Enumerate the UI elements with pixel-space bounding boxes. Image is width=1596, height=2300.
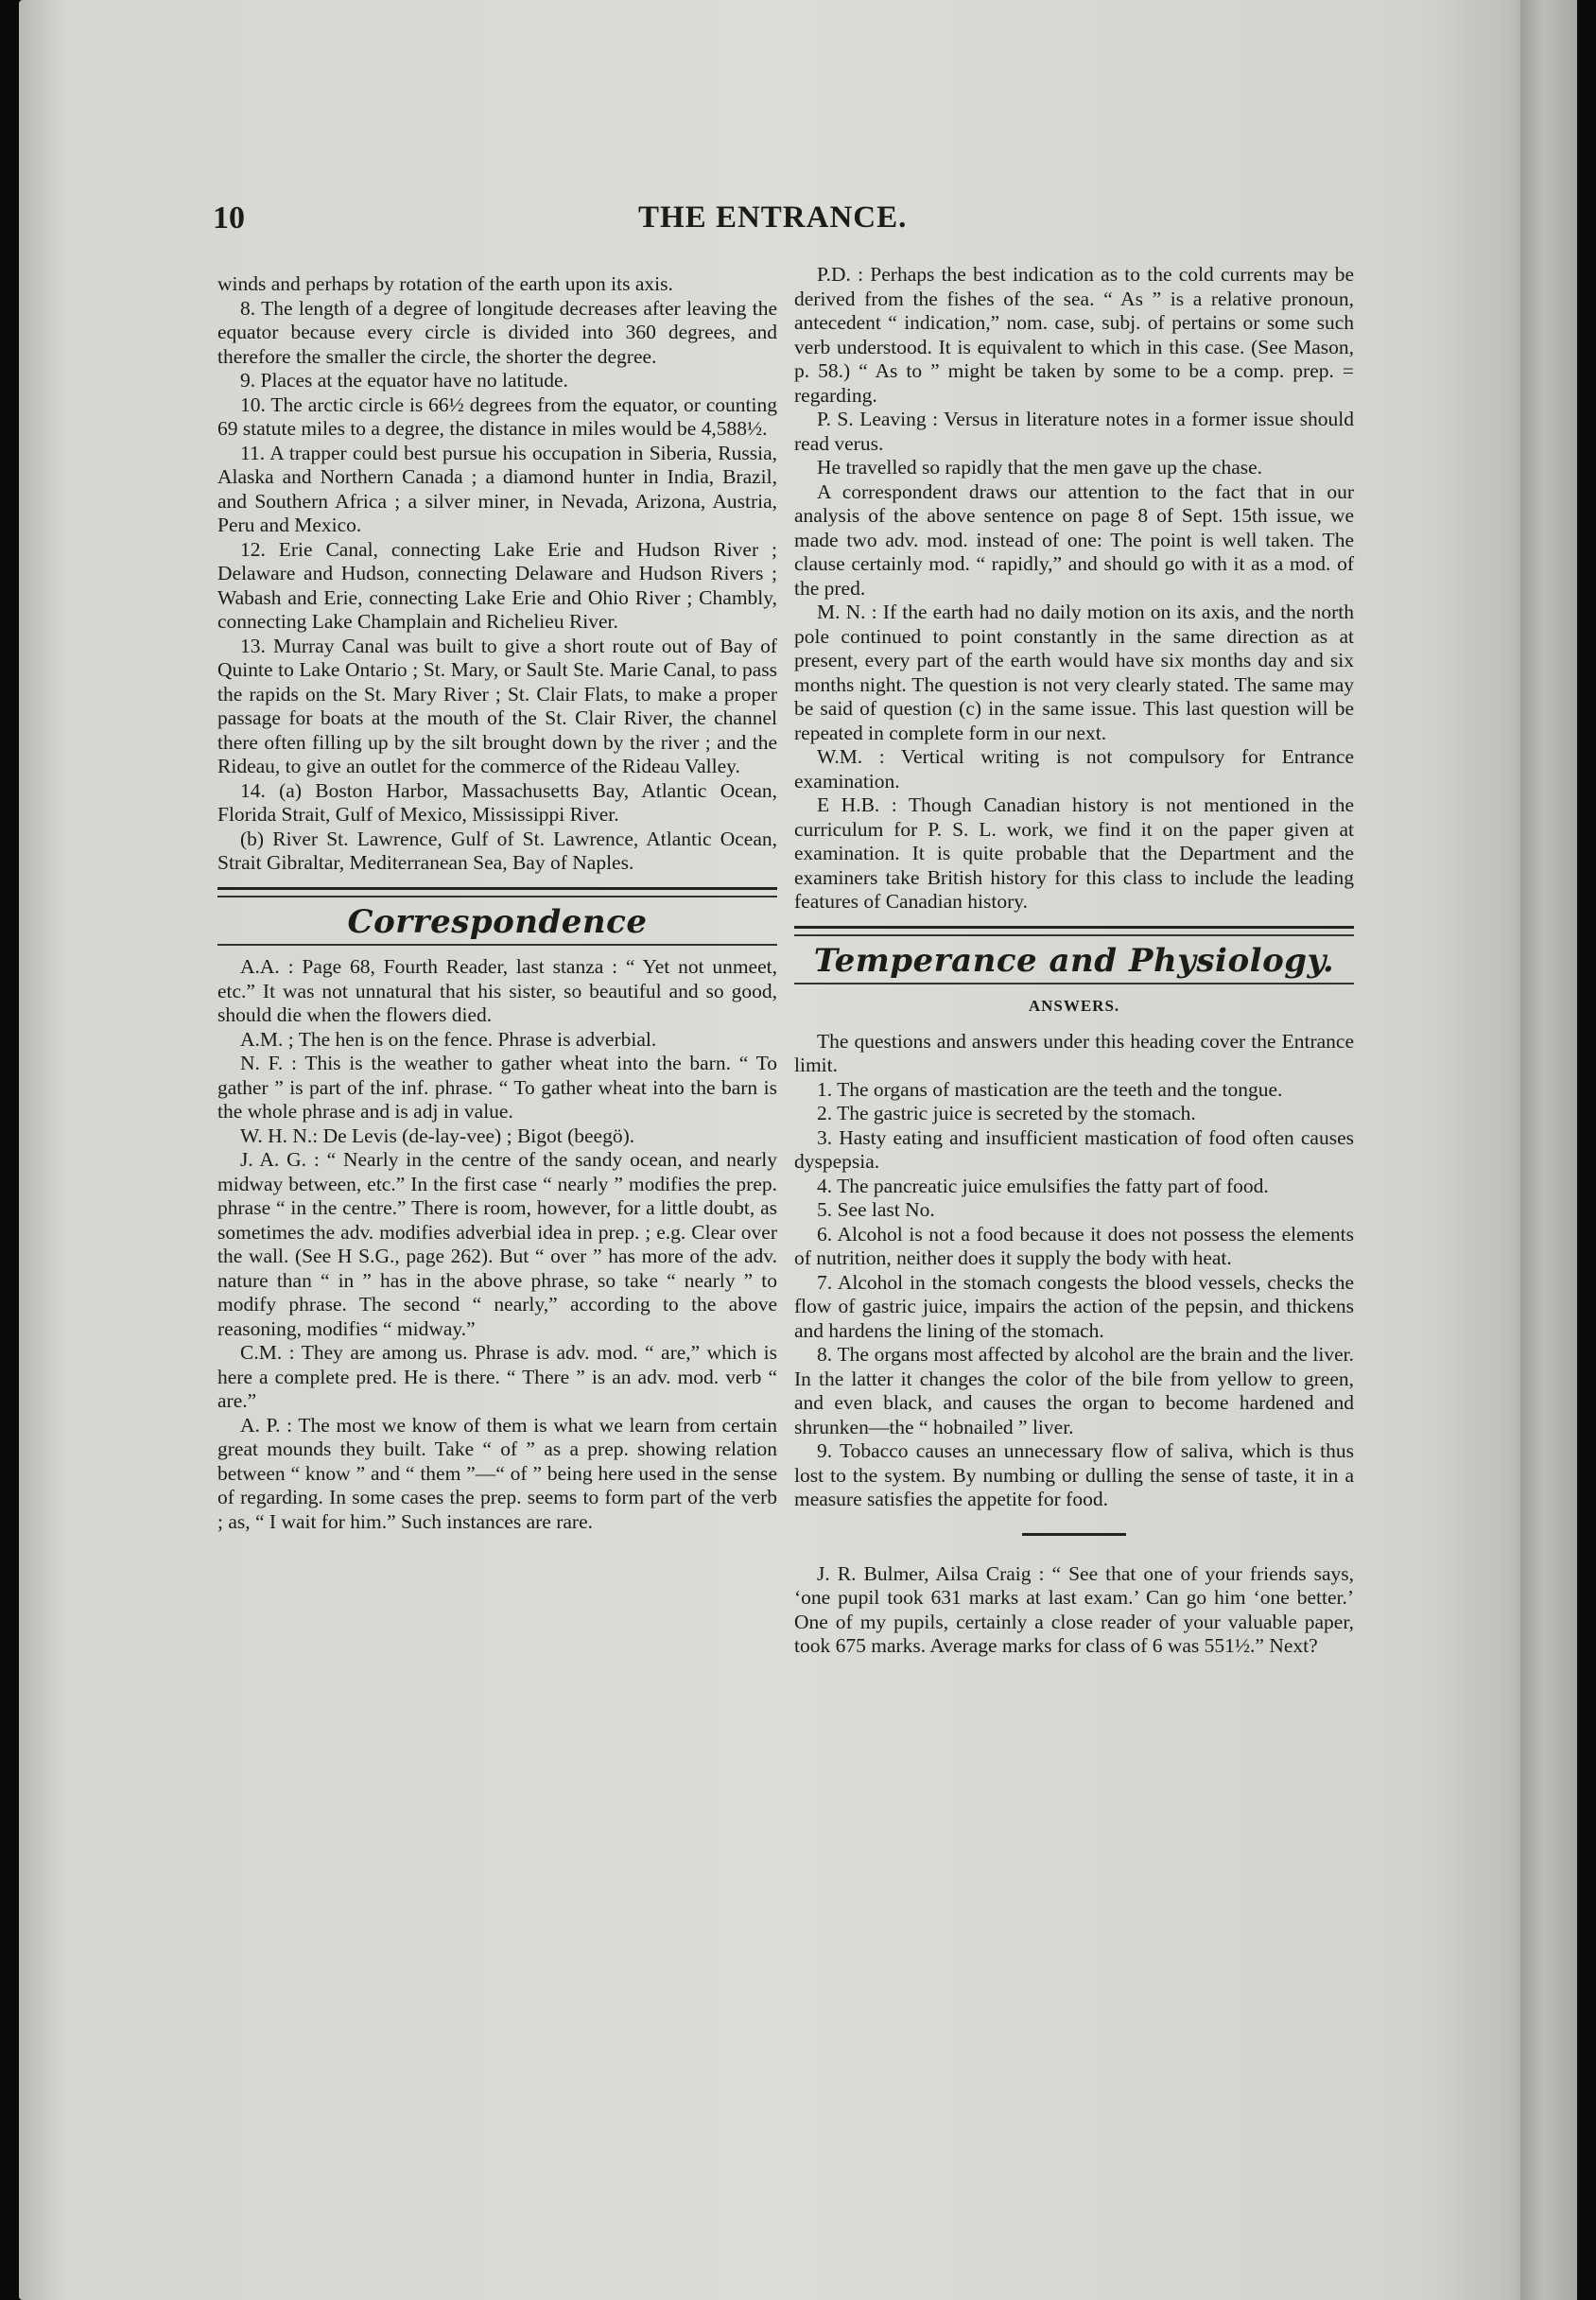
paragraph: E H.B. : Though Canadian history is not mentioned in the curriculum for P. S. L. work, we find it on the paper given at examination. It is quite probable that the Department and the examiners take British history for this class to include the leading features of Canadian history. (794, 793, 1354, 913)
paragraph: W.M. : Vertical writing is not compulsory for Entrance examination. (794, 745, 1354, 793)
paragraph: 14. (a) Boston Harbor, Massachusetts Bay, Atlantic Ocean, Florida Strait, Gulf of Mexico, Mississippi River. (217, 778, 777, 826)
temperance-heading: Temperance and Physiology. (813, 941, 1335, 980)
answer-item: 3. Hasty eating and insufficient mastication of food often causes dyspepsia. (794, 1125, 1354, 1173)
answer-item: 8. The organs most affected by alcohol are the brain and the liver. In the latter it changes the color of the bile from yellow to green, and even black, and causes the organ to become hardened and shrunken—the “ hobnailed ” liver. (794, 1343, 1354, 1438)
letter-item: A. P. : The most we know of them is what we learn from certain great mounds they built. Take “ of ” as a prep. showing relation between “ know ” and “ them ”—“ of ” being here used in the sense of regarding. In some cases the prep. seems to form part of the verb ; as, “ I wait for him.” Such instances are rare. (217, 1413, 777, 1533)
page-number: 10 (213, 200, 245, 235)
section-divider (217, 887, 777, 897)
left-column (217, 272, 777, 1534)
answer-item: 4. The pancreatic juice emulsifies the fatty part of food. (817, 1174, 1269, 1197)
right-column (794, 263, 1354, 1659)
correspondence-heading: Correspondence (347, 902, 648, 941)
paragraph: A correspondent draws our attention to the fact that in our analysis of the above sentence on page 8 of Sept. 15th issue, we made two adv. mod. instead of one: The point is well taken. The clause certainly mod. “ rapidly,” and should go with it as a mod. of the pred. (794, 479, 1354, 600)
paragraph: 10. The arctic circle is 66½ degrees from the equator, or counting 69 statute miles to a degree, the distance in miles would be 4,588½. (217, 392, 777, 440)
paragraph: 8. The length of a degree of longitude decreases after leaving the equator because every circle is divided into 360 degrees, and therefore the smaller the circle, the shorter the degree. (217, 296, 777, 368)
answer-item: 7. Alcohol in the stomach congests the blood vessels, checks the flow of gastric juice, impairs the action of the pepsin, and thickens and hardens the lining of the stomach. (794, 1270, 1354, 1342)
short-divider (1022, 1533, 1126, 1536)
letter-item: N. F. : This is the weather to gather wheat into the barn. “ To gather ” is part of the inf. phrase. “ To gather wheat into the barn is the whole phrase and is adj in value. (217, 1052, 777, 1123)
letter-item: A.M. ; The hen is on the fence. Phrase is adverbial. (240, 1027, 657, 1051)
answers-subheading: ANSWERS. (1028, 997, 1120, 1015)
answer-item: 5. See last No. (817, 1198, 935, 1221)
heading-rule (217, 944, 777, 946)
paragraph: P. S. Leaving : Versus in literature notes in a former issue should read verus. (794, 408, 1354, 455)
letter-item: C.M. : They are among us. Phrase is adv. mod. “ are,” which is here a complete pred. He is there. “ There ” is an adv. mod. verb “ are.” (217, 1341, 777, 1412)
answer-item: The questions and answers under this heading cover the Entrance limit. (794, 1029, 1354, 1076)
paragraph: M. N. : If the earth had no daily motion on its axis, and the north pole continued to point constantly in the same direction as at present, every part of the earth would have six months day and six months night. The question is not very clearly stated. The same may be said of question (c) in the same issue. This last question will be repeated in complete form in our next. (794, 601, 1354, 744)
paragraph: He travelled so rapidly that the men gave up the chase. (817, 456, 1263, 479)
answer-item: 6. Alcohol is not a food because it does not possess the elements of nutrition, neither does it supply the body with heat. (794, 1222, 1354, 1269)
paragraph: 13. Murray Canal was built to give a short route out of Bay of Quinte to Lake Ontario ; St. Mary, or Sault Ste. Marie Canal, to pass the rapids on the St. Mary River ; St. Clair Flats, to make a proper passage for boats at the mouth of the St. Clair River, the channel there often filling up by the silt brought down by the river ; and the Rideau, to give an outlet for the commerce of the Rideau Valley. (217, 634, 777, 777)
newspaper-page (19, 0, 1541, 2300)
letter-item: W. H. N.: De Levis (de-lay-vee) ; Bigot (beegö). (240, 1124, 635, 1147)
answer-item: 2. The gastric juice is secreted by the stomach. (817, 1102, 1196, 1124)
heading-rule (794, 983, 1354, 984)
letter-item: J. A. G. : “ Nearly in the centre of the sandy ocean, and nearly midway between, etc.” In the first case “ nearly ” modifies the prep. phrase “ in the centre.” There is room, however, for a little doubt, as sometimes the adv. modifies adverbial idea in prep. ; e.g. Clear over the wall. (See H S.G., page 262). But “ over ” has more of the adv. nature than “ in ” has in the above phrase, so take “ nearly ” to modify phrase. The second “ nearly,” according to the above reasoning, modifies “ midway.” (217, 1148, 777, 1340)
paragraph: 9. Places at the equator have no latitude. (240, 369, 568, 392)
paragraph: (b) River St. Lawrence, Gulf of St. Lawrence, Atlantic Ocean, Strait Gibraltar, Mediterranean Sea, Bay of Naples. (217, 827, 777, 874)
paragraph: 11. A trapper could best pursue his occupation in Siberia, Russia, Alaska and Northern Canada ; a diamond hunter in India, Brazil, and Southern Africa ; a silver miner, in Nevada, Arizona, Austria, Peru and Mexico. (217, 441, 777, 536)
section-divider (794, 926, 1354, 936)
next-page-edge (1520, 0, 1577, 2300)
paragraph: winds and perhaps by rotation of the earth upon its axis. (217, 272, 673, 295)
page-header (213, 200, 1343, 248)
answer-item: 1. The organs of mastication are the teeth and the tongue. (817, 1077, 1283, 1101)
page-title: THE ENTRANCE. (638, 200, 908, 235)
letter-item: J. R. Bulmer, Ailsa Craig : “ See that one of your friends says, ‘one pupil took 631 marks at last exam.’ Can go him ‘one better.’ One of my pupils, certainly a close reader of your valuable paper, took 675 marks. Average marks for class of 6 was 551½.” Next? (794, 1561, 1354, 1657)
answer-item: 9. Tobacco causes an unnecessary flow of saliva, which is thus lost to the system. By numbing or dulling the sense of taste, it in a measure satisfies the appetite for food. (794, 1439, 1354, 1510)
letter-item: A.A. : Page 68, Fourth Reader, last stanza : “ Yet not unmeet, etc.” It was not unnatural that his sister, so beautiful and so good, should die when the flowers died. (217, 955, 777, 1026)
paragraph: 12. Erie Canal, connecting Lake Erie and Hudson River ; Delaware and Hudson, connecting Delaware and Hudson Rivers ; Wabash and Erie, connecting Lake Erie and Ohio River ; Chambly, connecting Lake Champlain and Richelieu River. (217, 537, 777, 633)
paragraph: P.D. : Perhaps the best indication as to the cold currents may be derived from the fishes of the sea. “ As ” is a relative pronoun, antecedent “ indication,” nom. case, subj. of pertains or some such verb understood. It is equivalent to which in this case. (See Mason, p. 58.) “ As to ” might be taken by some to be a comp. prep. = regarding. (794, 263, 1354, 407)
